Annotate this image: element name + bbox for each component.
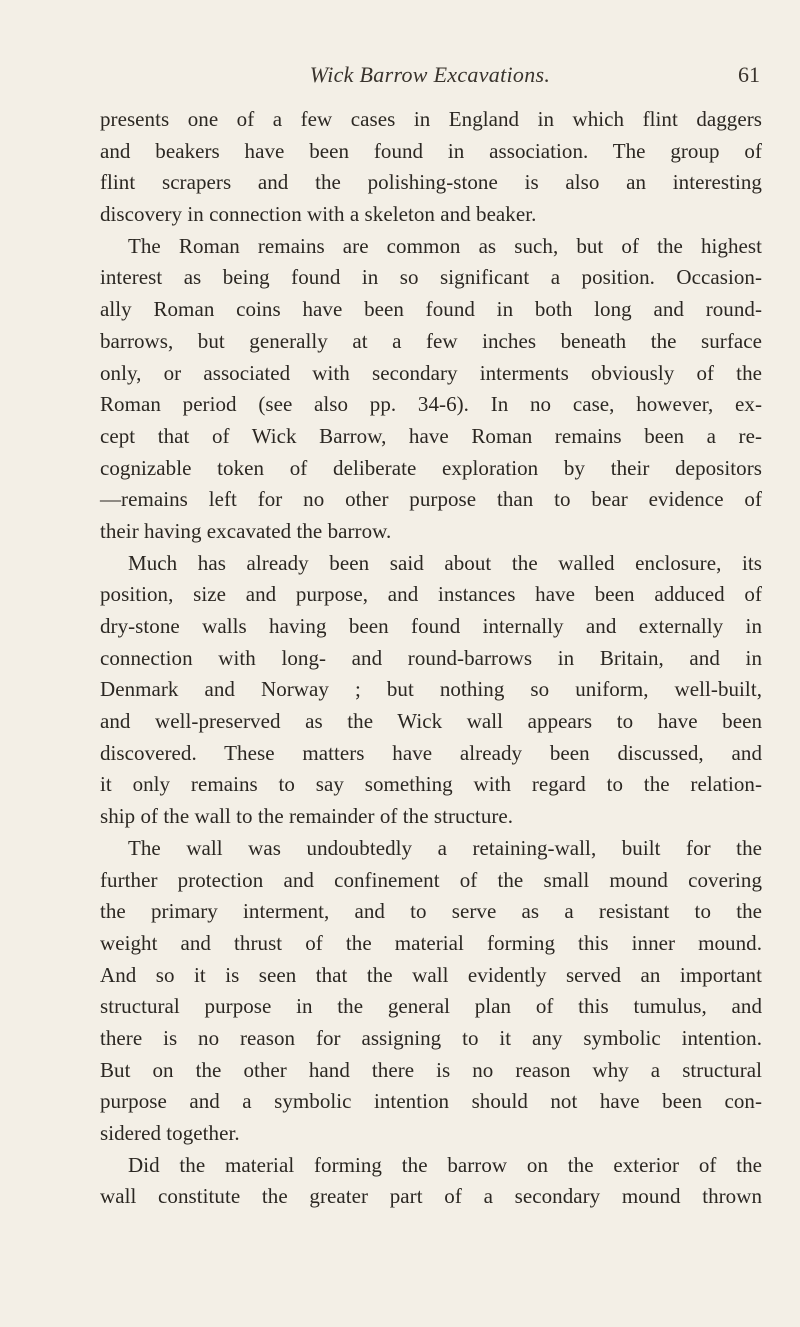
text-line: wall constitute the greater part of a secondary mound thrown — [100, 1184, 762, 1209]
body-text — [100, 104, 762, 1213]
text-line: The Roman remains are common as such, but of the highest — [128, 233, 762, 258]
text-line: —remains left for no other purpose than to bear evidence of — [100, 487, 762, 512]
text-line: further protection and confinement of the small mound covering — [100, 867, 762, 892]
text-line: there is no reason for assigning to it any symbolic intention. — [100, 1025, 762, 1050]
text-line: position, size and purpose, and instances have been adduced of — [100, 582, 762, 607]
text-line: and well-preserved as the Wick wall appears to have been — [100, 709, 762, 734]
text-line: presents one of a few cases in England in which flint daggers — [100, 107, 762, 131]
text-line: and beakers have been found in association. The group of — [100, 138, 762, 163]
text-line: Roman period (see also pp. 34-6). In no case, however, ex- — [100, 392, 762, 417]
text-line: cognizable token of deliberate exploration by their depositors — [100, 455, 762, 480]
paragraph — [100, 231, 762, 548]
text-line: But on the other hand there is no reason why a structural — [100, 1057, 762, 1082]
text-line: discovered. These matters have already been discussed, and — [100, 740, 762, 765]
text-line: And so it is seen that the wall evidently served an important — [100, 962, 762, 987]
text-line: weight and thrust of the material forming this inner mound. — [100, 930, 762, 955]
text-line: the primary interment, and to serve as a resistant to the — [100, 899, 762, 924]
paragraph — [100, 833, 762, 1150]
text-line: Much has already been said about the walled enclosure, its — [128, 550, 762, 575]
text-line: discovery in connection with a skeleton and beaker. — [100, 202, 537, 227]
text-line: their having excavated the barrow. — [100, 518, 392, 543]
text-line: connection with long- and round-barrows in Britain, and in — [100, 645, 762, 670]
text-line: The wall was undoubtedly a retaining-wall, built for the — [128, 835, 762, 860]
text-line: dry-stone walls having been found internally and externally in — [100, 614, 762, 638]
text-line: ally Roman coins have been found in both long and round- — [100, 297, 762, 322]
page-number: 61 — [738, 62, 760, 87]
text-line: barrows, but generally at a few inches beneath the surface — [100, 328, 762, 353]
running-head — [100, 62, 760, 98]
running-title: Wick Barrow Excavations. — [309, 62, 551, 87]
paragraph — [100, 104, 762, 231]
text-line: Denmark and Norway ; but nothing so uniform, well-built, — [100, 677, 762, 702]
text-line: structural purpose in the general plan of this tumulus, and — [100, 994, 762, 1019]
text-line: only, or associated with secondary interments obviously of the — [100, 360, 762, 385]
text-line: interest as being found in so significant a position. Occasion- — [100, 265, 762, 290]
text-line: purpose and a symbolic intention should not have been con- — [100, 1089, 762, 1114]
paragraph — [100, 548, 762, 833]
text-line: cept that of Wick Barrow, have Roman remains been a re- — [100, 423, 762, 448]
text-line: flint scrapers and the polishing-stone is also an interesting — [100, 170, 762, 195]
text-line: it only remains to say something with regard to the relation- — [100, 772, 762, 797]
paragraph — [100, 1150, 762, 1213]
text-line: ship of the wall to the remainder of the structure. — [100, 804, 514, 829]
text-line: sidered together. — [100, 1121, 240, 1145]
text-line: Did the material forming the barrow on the exterior of the — [128, 1152, 762, 1177]
